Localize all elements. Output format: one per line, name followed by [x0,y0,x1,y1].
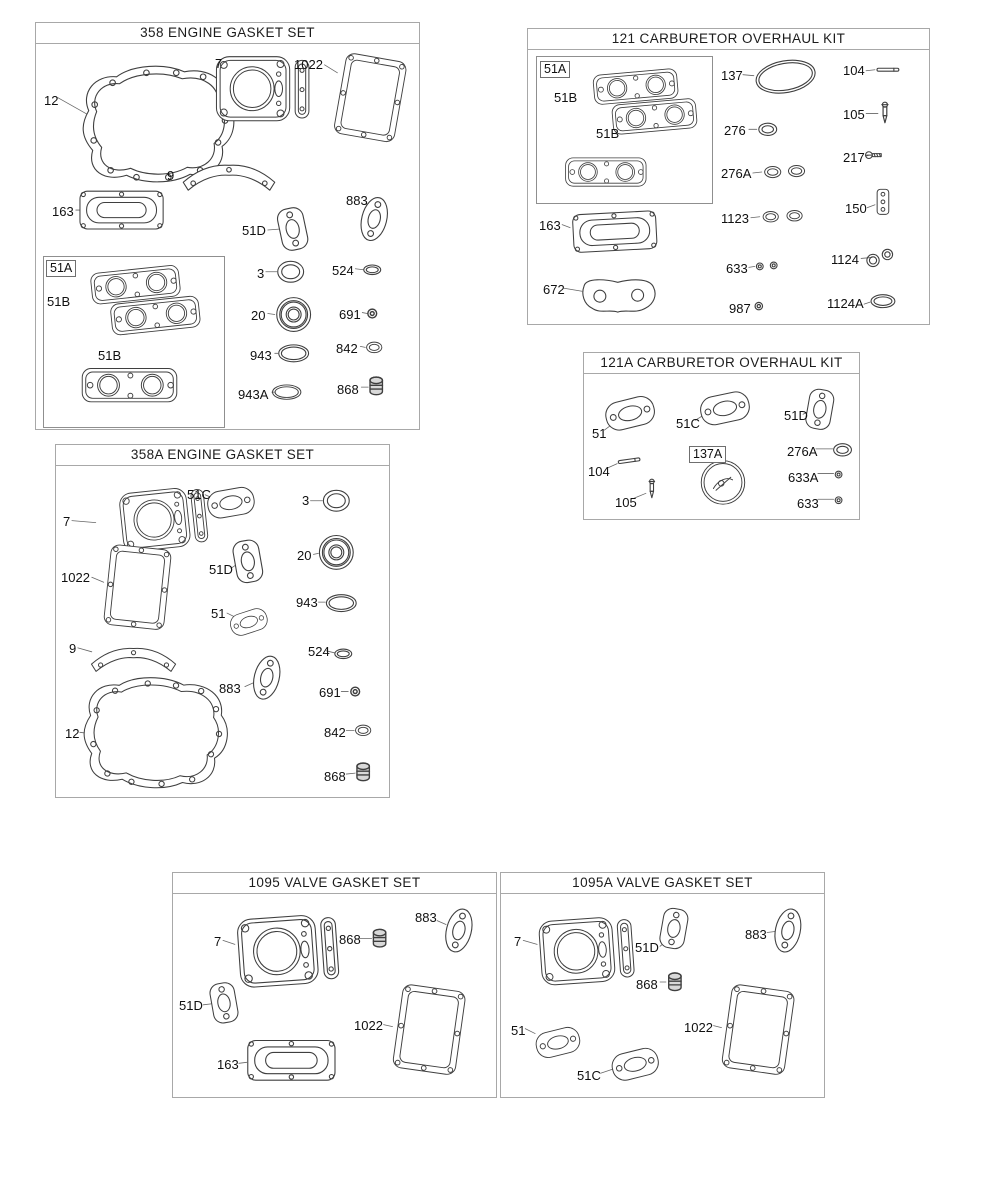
part-label-137: 137 [721,68,743,83]
part-label-672: 672 [543,282,565,297]
part-51-gasket [534,1025,583,1060]
part-1022-cover-gasket [721,984,795,1076]
part-883-gasket [442,906,477,954]
part-label-104: 104 [588,464,610,479]
part-1123-washer [763,211,778,221]
part-943a-seal [273,385,301,399]
part-label-633a: 633A [788,470,819,485]
part-51d-gasket [658,907,689,950]
part-label-105: 105 [843,107,865,122]
part-104-pin [877,68,899,71]
part-label-276a: 276A [787,444,818,459]
part-276-seal [759,123,777,135]
part-label-7: 7 [215,56,223,71]
part-label-1022: 1022 [684,1020,713,1035]
part-label-868: 868 [324,769,346,784]
part-label-276a: 276A [721,166,752,181]
part-51d-gasket [276,206,310,252]
part-label-868: 868 [636,977,658,992]
part-label-1124: 1124 [831,252,859,267]
part-868-plug [370,377,382,395]
section-title: 1095A VALVE GASKET SET [501,873,824,894]
part-691-washer [351,687,360,696]
part-524-seal [364,265,381,275]
section-title: 121A CARBURETOR OVERHAUL KIT [584,353,859,374]
part-label-12: 12 [65,726,80,741]
part-label-883: 883 [415,910,437,925]
part-label-1022: 1022 [61,570,90,585]
part-label-633: 633 [797,496,819,511]
part-label-51b: 51B [596,126,620,141]
part-label-1123: 1123 [721,211,749,226]
part-3-seal [323,490,349,511]
part-51c-gasket [610,1046,661,1083]
part-633-washer [770,262,777,269]
part-1022-cover-gasket [333,52,407,143]
part-51c-gasket [698,389,752,427]
part-label-51c: 51C [676,416,700,431]
part-label-883: 883 [745,927,767,942]
section-358-engine-gasket-set [35,22,420,430]
sub-kit-51a-box [536,56,713,204]
part-label-137a: 137A [689,446,726,463]
part-label-9: 9 [167,168,175,183]
part-label-51d: 51D [635,940,659,955]
part-label-51b: 51B [554,90,578,105]
part-label-7: 7 [214,934,222,949]
part-633-washer [835,497,842,504]
gasket-illustration-358a [56,445,389,797]
part-label-3: 3 [257,266,265,281]
part-label-524: 524 [308,644,330,659]
part-1124-seat [867,249,893,266]
part-label-51b: 51B [47,294,71,309]
part-868-plug [669,973,681,991]
part-12-crankcase-gasket [83,66,234,182]
part-1022-cover-gasket [103,544,171,630]
part-label-51a: 51A [46,260,76,277]
part-label-883: 883 [346,193,368,208]
section-358a-engine-gasket-set [55,444,390,798]
valve-kit-illustration-1095a [501,873,824,1097]
part-label-12: 12 [44,93,59,108]
part-label-7: 7 [514,934,522,949]
part-943-seal [279,345,309,362]
part-label-105: 105 [615,495,637,510]
part-label-943a: 943A [238,387,269,402]
part-868-plug [373,929,385,947]
section-title: 1095 VALVE GASKET SET [173,873,496,894]
part-137a-bowl-gasket [701,461,744,504]
part-label-20: 20 [251,308,266,323]
part-label-7: 7 [63,514,71,529]
part-label-276: 276 [724,123,746,138]
part-label-1022: 1022 [294,57,323,72]
part-217-screw [865,152,881,159]
part-987-washer [755,302,762,309]
part-51-gasket [603,394,657,433]
part-9-gasket [91,648,175,671]
part-691-washer [368,309,377,318]
part-104-pin [618,458,640,464]
part-51d-gasket [208,981,239,1024]
part-51d-gasket [231,539,264,585]
part-label-691: 691 [339,307,361,322]
part-7-head-gasket [538,916,634,986]
part-1124a-seal [871,295,895,308]
section-1095a-valve-gasket-set [500,872,825,1098]
part-20-oil-seal [277,298,311,332]
part-label-524: 524 [332,263,354,278]
part-label-51d: 51D [179,998,203,1013]
part-label-691: 691 [319,685,341,700]
part-883-gasket [771,907,804,955]
part-163-gasket [572,211,657,253]
part-label-163: 163 [539,218,561,233]
part-label-51d: 51D [784,408,808,423]
part-label-150: 150 [845,201,867,216]
part-150-plate [877,189,889,214]
section-121a-carburetor-overhaul-kit [583,352,860,520]
part-label-20: 20 [297,548,312,563]
section-1095-valve-gasket-set [172,872,497,1098]
part-633-washer [756,263,763,270]
section-title: 121 CARBURETOR OVERHAUL KIT [528,29,929,50]
part-label-51: 51 [592,426,607,441]
part-51d-gasket [804,388,835,431]
part-633a-washer [835,471,842,478]
part-label-51: 51 [511,1023,526,1038]
part-label-3: 3 [302,493,310,508]
part-524-seal [335,649,352,659]
part-label-868: 868 [339,932,361,947]
part-163-gasket [248,1041,335,1081]
part-868-plug [357,763,369,781]
part-883-gasket [249,653,284,701]
part-label-868: 868 [337,382,359,397]
part-label-842: 842 [336,341,358,356]
part-label-51b: 51B [98,348,122,363]
part-label-51c: 51C [577,1068,601,1083]
part-12-crankcase-gasket [81,673,231,792]
part-label-943: 943 [296,595,318,610]
part-7-head-gasket [237,913,340,988]
part-label-104: 104 [843,63,865,78]
part-label-1124a: 1124A [827,296,864,311]
sub-kit-51a-box [43,256,225,428]
part-51c-gasket [206,485,256,520]
part-276a-seal [765,166,781,177]
part-105-needle-valve [649,479,655,498]
part-1123-washer [787,210,802,220]
part-163-gasket [80,191,163,229]
part-label-943: 943 [250,348,272,363]
part-276a-seal [788,165,804,176]
part-label-1022: 1022 [354,1018,383,1033]
part-105-needle-valve [882,102,888,123]
part-20-oil-seal [319,536,353,570]
part-276a-seal [834,444,852,456]
part-label-9: 9 [69,641,77,656]
part-label-163: 163 [217,1057,239,1072]
part-943-seal [326,595,356,612]
part-label-51a: 51A [540,61,570,78]
part-842-seal [356,725,371,735]
part-137-o-ring [754,56,818,98]
section-121-carburetor-overhaul-kit [527,28,930,325]
part-label-51c: 51C [187,487,211,502]
part-label-883: 883 [219,681,241,696]
part-3-seal [278,261,304,282]
part-label-51d: 51D [242,223,266,238]
part-label-217: 217 [843,150,865,165]
part-label-633: 633 [726,261,748,276]
part-label-51: 51 [211,606,226,621]
part-1022-cover-gasket [392,984,466,1076]
part-51-gasket [228,606,270,638]
part-label-163: 163 [52,204,74,219]
section-title: 358 ENGINE GASKET SET [36,23,419,44]
section-title: 358A ENGINE GASKET SET [56,445,389,466]
part-842-seal [367,342,382,352]
part-672-gasket [583,280,655,312]
part-label-987: 987 [729,301,751,316]
part-label-51d: 51D [209,562,233,577]
part-label-842: 842 [324,725,346,740]
